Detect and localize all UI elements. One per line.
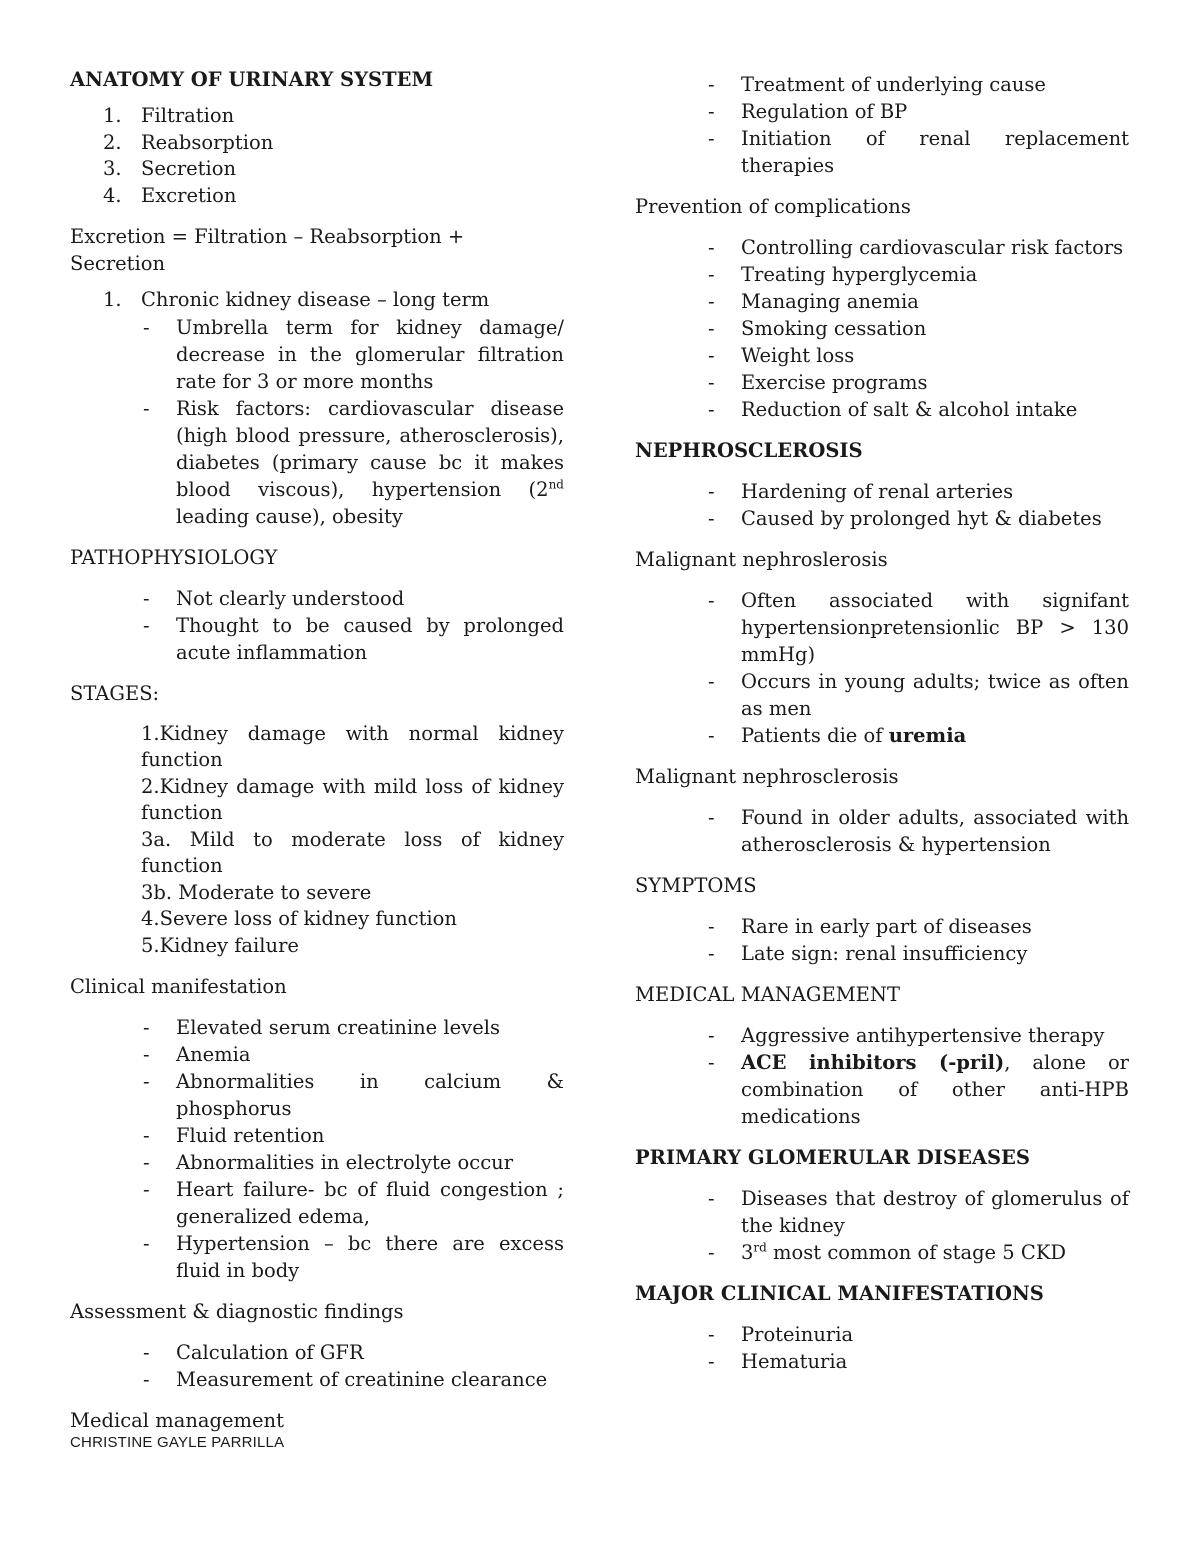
list-item: - Aggressive antihypertensive therapy: [635, 1022, 1129, 1049]
list-item: - Reduction of salt & alcohol intake: [635, 396, 1129, 423]
major-manifestations-list: [635, 1321, 1129, 1375]
assessment-list: [70, 1339, 564, 1393]
list-item: 1. Filtration: [103, 104, 235, 127]
prevention-list: [635, 234, 1129, 423]
list-item: - Occurs in young adults; twice as often as men: [635, 668, 1129, 722]
list-item: - Often associated with signifant hypertensionpretensionlic BP > 130 mmHg): [635, 587, 1129, 668]
medical-management-list: [635, 1022, 1129, 1130]
list-item: - Hematuria: [635, 1348, 1129, 1375]
list-item: - Exercise programs: [635, 369, 1129, 396]
list-item: - Diseases that destroy of glomerulus of the kidney: [635, 1185, 1129, 1239]
list-item: - Treatment of underlying cause: [635, 71, 1129, 98]
list-item: 2. Reabsorption: [103, 130, 274, 154]
list-item: - Abnormalities in calcium & phosphorus: [70, 1068, 564, 1122]
management-list: [635, 71, 1129, 179]
list-item: - Found in older adults, associated with atherosclerosis & hypertension: [635, 804, 1129, 858]
list-item: - Late sign: renal insufficiency: [635, 940, 1129, 967]
nephrosclerosis-heading: NEPHROSCLEROSIS: [635, 439, 863, 462]
list-item: 1.Kidney damage with normal kidney function: [141, 721, 564, 771]
list-item: - Managing anemia: [635, 288, 1129, 315]
list-item: - Controlling cardiovascular risk factors: [635, 234, 1129, 261]
assessment-heading: Assessment & diagnostic findings: [70, 1300, 404, 1323]
medical-management-heading: Medical management: [70, 1409, 284, 1432]
list-item: - Abnormalities in electrolyte occur: [70, 1149, 564, 1176]
list-item: - Caused by prolonged hyt & diabetes: [635, 505, 1129, 532]
malignant-list-1: [635, 587, 1129, 749]
list-item: - Heart failure- bc of fluid congestion ; generalized edema,: [70, 1176, 564, 1230]
pathophysiology-list: [70, 585, 564, 666]
list-item: - Proteinuria: [635, 1321, 1129, 1348]
list-item: - Weight loss: [635, 342, 1129, 369]
list-item: - Elevated serum creatinine levels: [70, 1014, 564, 1041]
list-item: - Thought to be caused by prolonged acute inflammation: [70, 612, 564, 666]
list-item: - Umbrella term for kidney damage/ decrease in the glomerular filtration rate for 3 or more months: [70, 314, 564, 395]
author-footer: CHRISTINE GAYLE PARRILLA: [70, 1434, 285, 1451]
ckd-item: 1. Chronic kidney disease – long term: [103, 288, 490, 311]
list-item: - Hypertension – bc there are excess fluid in body: [70, 1230, 564, 1284]
list-item: - Smoking cessation: [635, 315, 1129, 342]
pathophysiology-heading: PATHOPHYSIOLOGY: [70, 545, 278, 569]
prevention-heading: Prevention of complications: [635, 195, 911, 218]
anatomy-heading: ANATOMY OF URINARY SYSTEM: [70, 68, 434, 91]
list-item: - Initiation of renal replacement therapies: [635, 125, 1129, 179]
clinical-heading: Clinical manifestation: [70, 975, 287, 998]
medical-management-heading-right: MEDICAL MANAGEMENT: [635, 983, 900, 1006]
list-item: - Regulation of BP: [635, 98, 1129, 125]
malignant-list-2: [635, 804, 1129, 858]
list-item: 4.Severe loss of kidney function: [141, 907, 457, 930]
excretion-equation: Excretion = Filtration – Reabsorption + Secretion: [70, 225, 465, 275]
list-item: - 3rd most common of stage 5 CKD: [635, 1239, 1129, 1266]
list-item: 5.Kidney failure: [141, 933, 299, 957]
functions-list: [70, 103, 564, 209]
malignant-heading-2: Malignant nephrosclerosis: [635, 765, 899, 788]
list-item: - Not clearly understood: [70, 585, 564, 612]
list-item: 3a. Mild to moderate loss of kidney function: [141, 827, 564, 877]
list-item: - Risk factors: cardiovascular disease (high blood pressure, atherosclerosis), diabetes (primary cause bc it makes blood viscous), hypertension (2nd leading cause), obesity: [70, 395, 564, 530]
stages-list: [141, 721, 564, 960]
list-item: - Hardening of renal arteries: [635, 478, 1129, 505]
list-item: - Fluid retention: [70, 1122, 564, 1149]
ckd-bullets: [70, 314, 564, 530]
malignant-heading-1: Malignant nephroslerosis: [635, 548, 888, 571]
list-item: 3b. Moderate to severe: [141, 880, 372, 904]
list-item: 2.Kidney damage with mild loss of kidney function: [141, 774, 564, 824]
clinical-list: [70, 1014, 564, 1284]
list-item: 4. Excretion: [103, 183, 237, 207]
ckd-list: [70, 287, 564, 314]
list-item: - Patients die of uremia: [635, 722, 1129, 749]
major-manifestations-heading: MAJOR CLINICAL MANIFESTATIONS: [635, 1282, 1044, 1305]
left-column: [70, 66, 564, 1434]
list-item: - Rare in early part of diseases: [635, 913, 1129, 940]
stages-heading: STAGES:: [70, 681, 160, 705]
list-item: - Measurement of creatinine clearance: [70, 1366, 564, 1393]
list-item: - Treating hyperglycemia: [635, 261, 1129, 288]
nephrosclerosis-list: [635, 478, 1129, 532]
list-item: - Anemia: [70, 1041, 564, 1068]
symptoms-list: [635, 913, 1129, 967]
right-column: [635, 71, 1129, 1375]
list-item: - ACE inhibitors (-pril), alone or combination of other anti-HPB medications: [635, 1049, 1129, 1130]
glomerular-heading: PRIMARY GLOMERULAR DISEASES: [635, 1146, 1030, 1169]
list-item: 3. Secretion: [103, 157, 237, 180]
glomerular-list: [635, 1185, 1129, 1266]
list-item: - Calculation of GFR: [70, 1339, 564, 1366]
symptoms-heading: SYMPTOMS: [635, 874, 757, 897]
